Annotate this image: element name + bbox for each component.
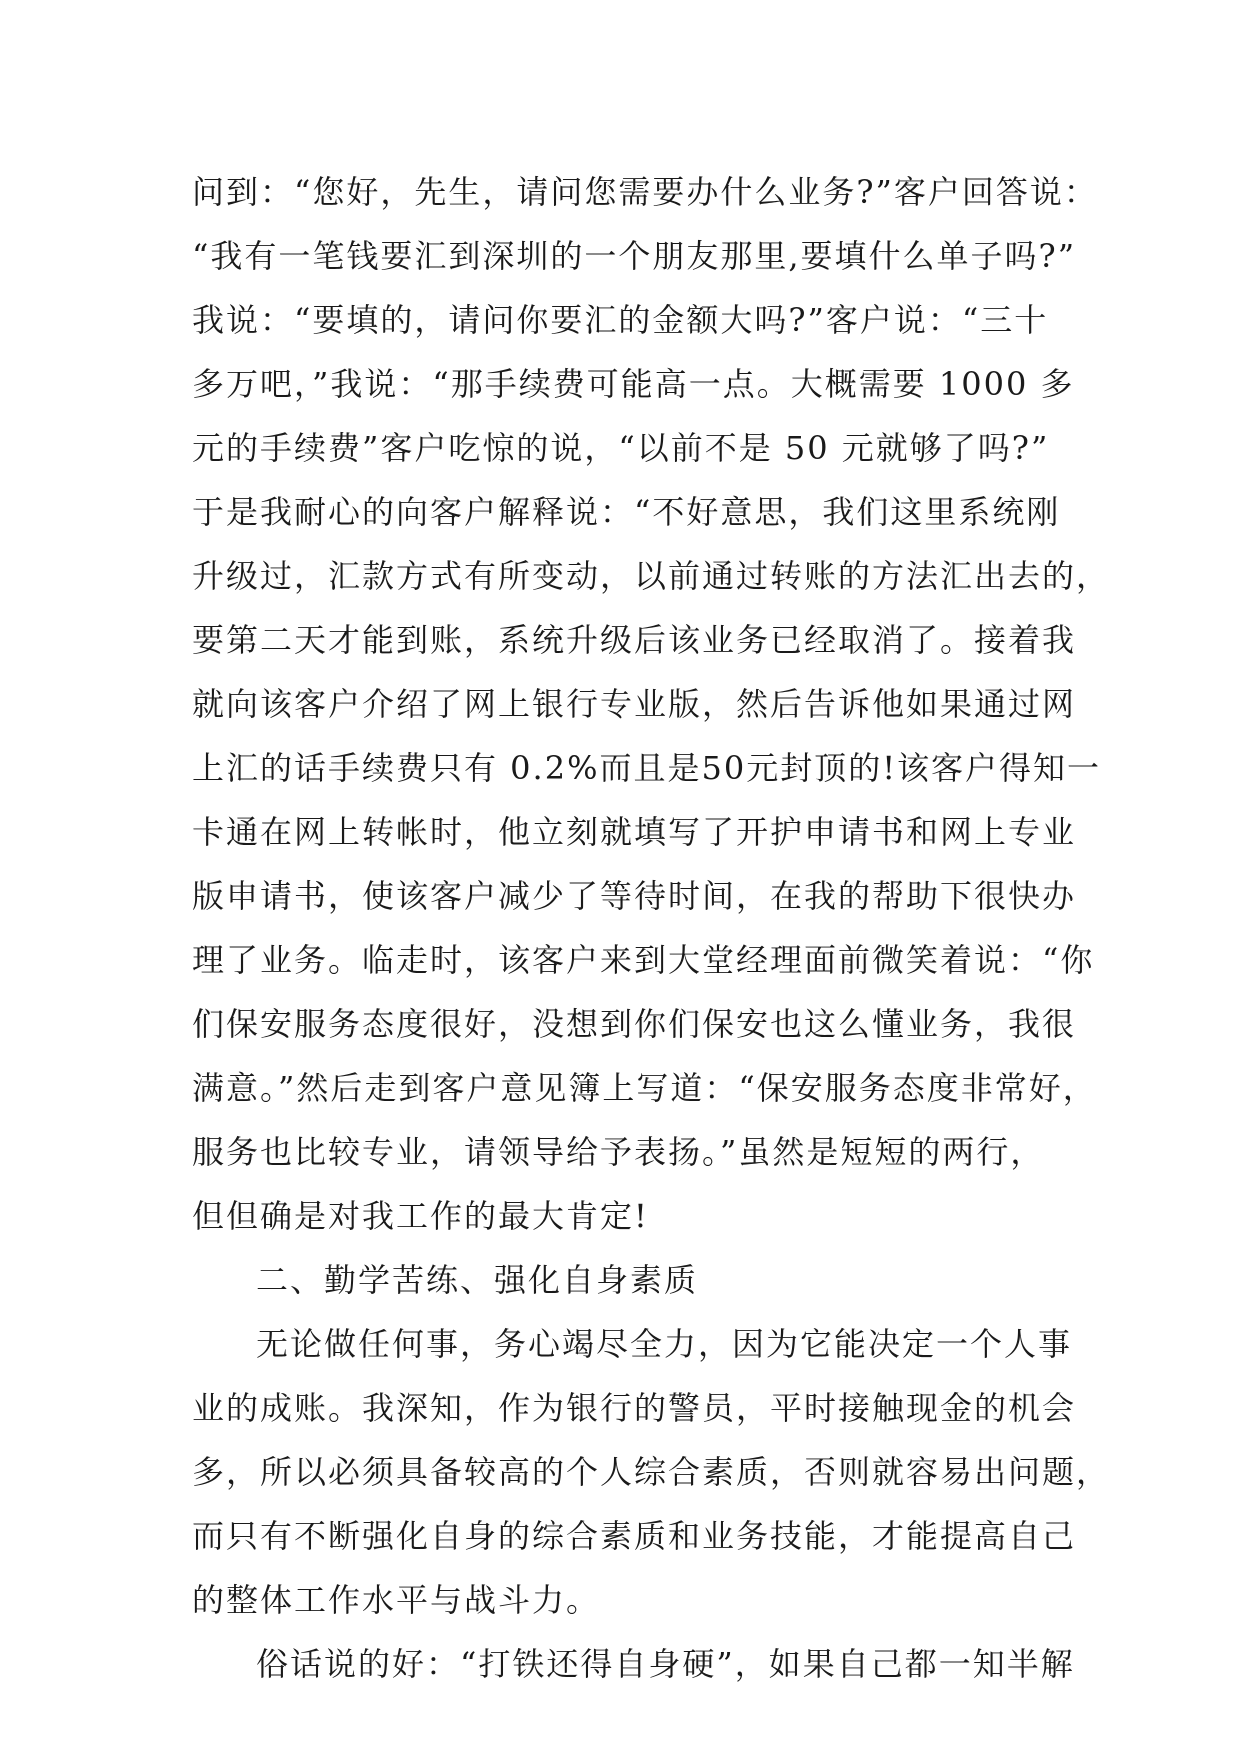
text-line: 无论做任何事，务心竭尽全力，因为它能决定一个人事 [256,1325,1073,1363]
text-line: 我说：“要填的，请问你要汇的金额大吗?”客户说：“三十 [192,301,1049,339]
text-line: 满意。”然后走到客户意见簿上写道：“保安服务态度非常好， [192,1069,1097,1107]
text-line: 要第二天才能到账，系统升级后该业务已经取消了。接着我 [192,621,1077,659]
text-line: 业的成账。我深知，作为银行的警员，平时接触现金的机会 [192,1389,1077,1427]
section-heading: 二、勤学苦练、强化自身素质 [256,1261,699,1299]
text-line: 俗话说的好：“打铁还得自身硬”，如果自己都一知半解 [256,1645,1075,1683]
text-line: 的整体工作水平与战斗力。 [192,1581,601,1619]
document-body [192,160,1111,1696]
text-line: 多万吧，”我说：“那手续费可能高一点。大概需要 1000 多 [192,365,1075,403]
text-line: 们保安服务态度很好，没想到你们保安也这么懂业务，我很 [192,1005,1077,1043]
text-line: 多，所以必须具备较高的个人综合素质，否则就容易出问题， [192,1453,1111,1491]
text-line: 升级过，汇款方式有所变动，以前通过转账的方法汇出去的， [192,557,1111,595]
text-line: 问到：“您好，先生，请问您需要办什么业务?”客户回答说： [192,173,1098,211]
text-line: “我有一笔钱要汇到深圳的一个朋友那里,要填什么单子吗?” [192,237,1077,275]
text-line: 就向该客户介绍了网上银行专业版，然后告诉他如果通过网 [192,685,1077,723]
text-line: 理了业务。临走时，该客户来到大堂经理面前微笑着说：“你 [192,941,1095,979]
text-line: 元的手续费”客户吃惊的说，“以前不是 50 元就够了吗?” [192,429,1050,467]
text-line: 而只有不断强化自身的综合素质和业务技能，才能提高自己 [192,1517,1077,1555]
text-line: 服务也比较专业，请领导给予表扬。”虽然是短短的两行， [192,1133,1045,1171]
text-line: 上汇的话手续费只有 0.2%而且是50元封顶的!该客户得知一 [192,749,1102,787]
text-line: 于是我耐心的向客户解释说：“不好意思，我们这里系统刚 [192,493,1061,531]
text-line: 版申请书，使该客户减少了等待时间，在我的帮助下很快办 [192,877,1077,915]
text-line: 但但确是对我工作的最大肯定! [192,1197,649,1235]
text-line: 卡通在网上转帐时，他立刻就填写了开护申请书和网上专业 [192,813,1077,851]
